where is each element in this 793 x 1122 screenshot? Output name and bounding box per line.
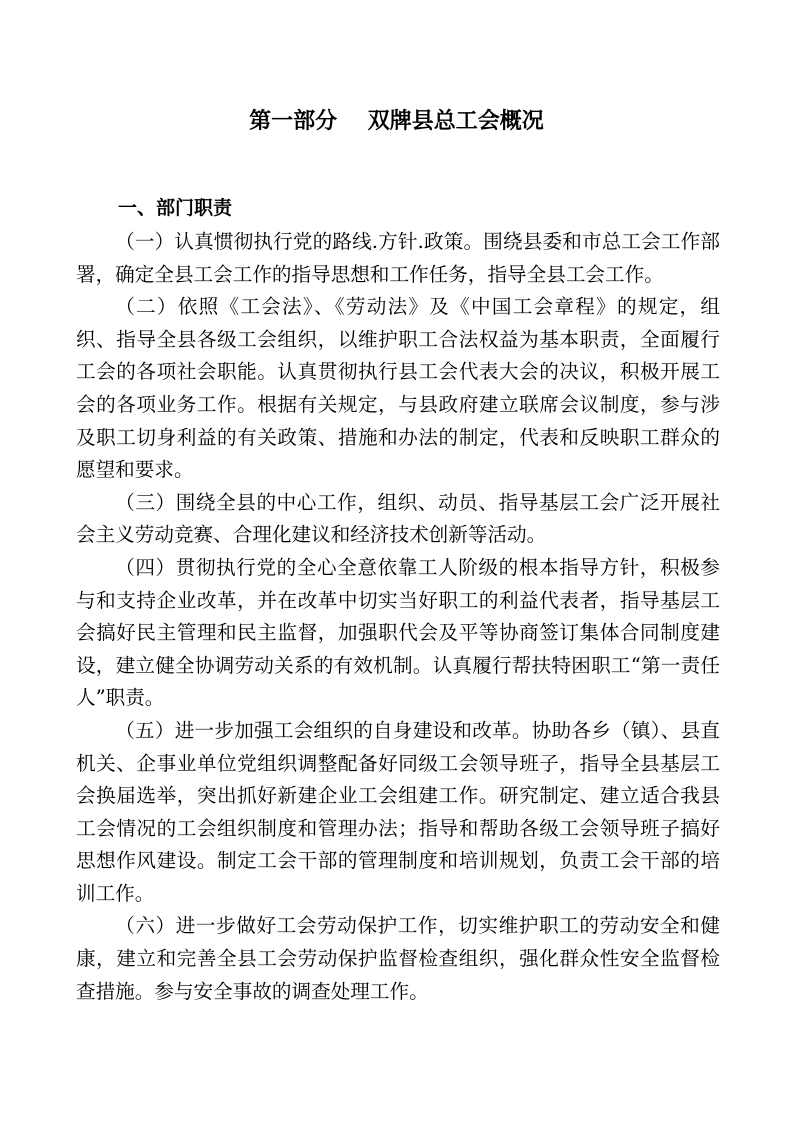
page-title: 第一部分 双牌县总工会概况 (249, 108, 544, 134)
paragraph-2: （二）依照《工会法》、《劳动法》及《中国工会章程》的规定，组织、指导全县各级工会组织，以维护职工合法权益为基本职责，全面履行工会的各项社会职能。认真贯彻执行县工会代表大会的决议，积极开展工会的各项业务工作。根据有关规定，与县政府建立联席会议制度，参与涉及职工切身利益的有关政策、措施和办法的制定，代表和反映职工群众的愿望和要求。 (76, 295, 720, 482)
document-body (76, 226, 720, 1008)
paragraph-3: （三）围绕全县的中心工作，组织、动员、指导基层工会广泛开展社会主义劳动竞赛、合理化建议和经济技术创新等活动。 (76, 490, 720, 547)
paragraph-4: （四）贯彻执行党的全心全意依靠工人阶级的根本指导方针，积极参与和支持企业改革，并在改革中切实当好职工的利益代表者，指导基层工会搞好民主管理和民主监督，加强职代会及平等协商签订集体合同制度建设，建立健全协调劳动关系的有效机制。认真履行帮扶特困职工“第一责任人”职责。 (76, 555, 720, 710)
paragraph-6: （六）进一步做好工会劳动保护工作，切实维护职工的劳动安全和健康，建立和完善全县工会劳动保护监督检查组织，强化群众性安全监督检查措施。参与安全事故的调查处理工作。 (76, 914, 720, 1003)
paragraph-1: （一）认真惯彻执行党的路线.方针.政策。围绕县委和市总工会工作部署，确定全县工会工作的指导思想和工作任务，指导全县工会工作。 (76, 230, 720, 286)
paragraph-5: （五）进一步加强工会组织的自身建设和改革。协助各乡（镇）、县直机关、企事业单位党组织调整配备好同级工会领导班子，指导全县基层工会换届选举，突出抓好新建企业工会组建工作。研究制定、建立适合我县工会情况的工会组织制度和管理办法；指导和帮助各级工会领导班子搞好思想作风建设。制定工会干部的管理制度和培训规划，负责工会干部的培训工作。 (76, 718, 720, 905)
section-heading: 一、部门职责 (118, 197, 233, 219)
